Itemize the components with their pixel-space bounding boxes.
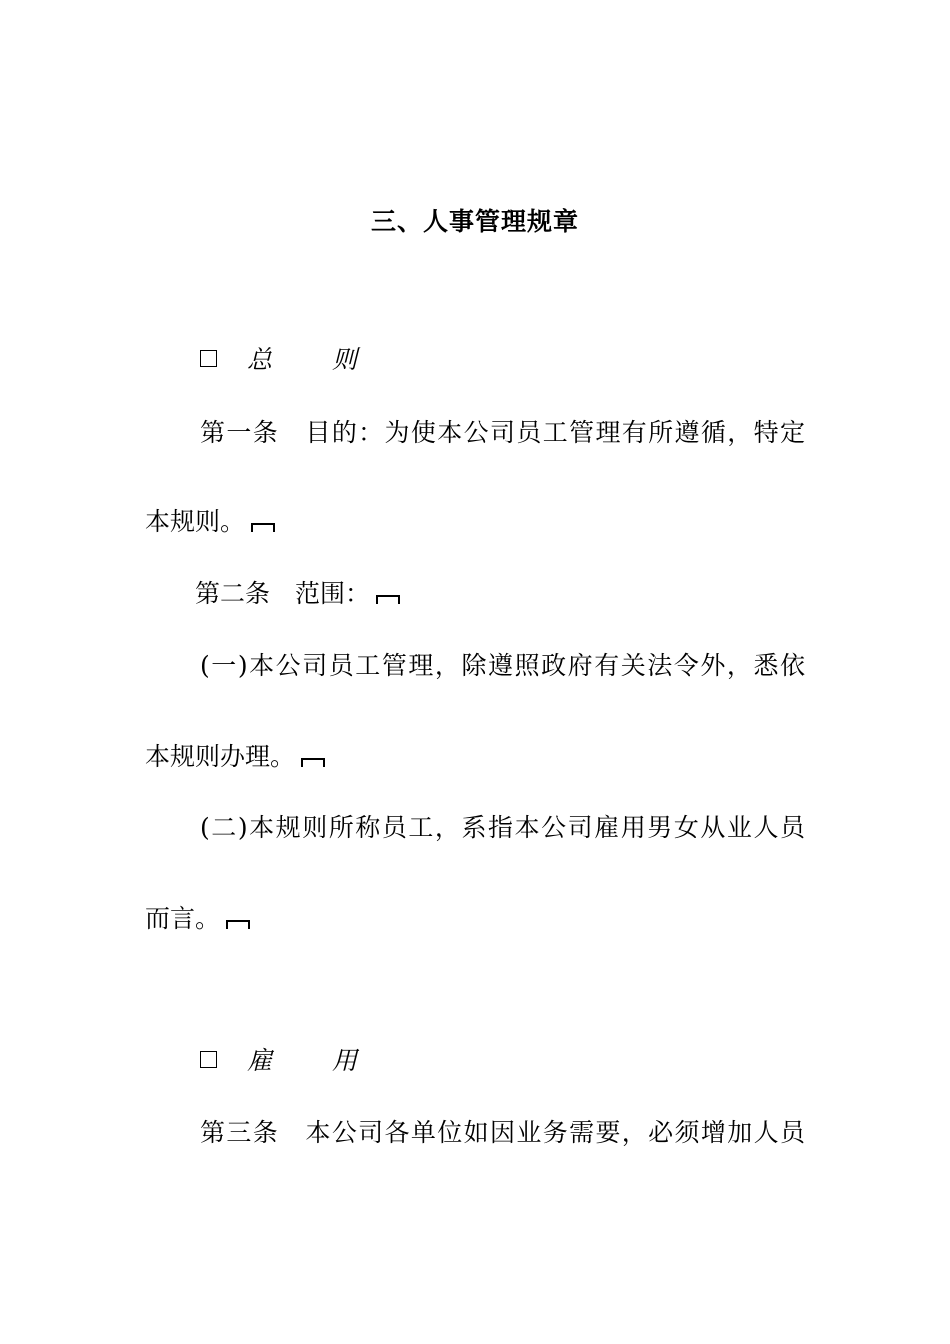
item-2-line-2: 而言。 xyxy=(145,903,250,935)
checkbox-icon xyxy=(200,1051,217,1068)
heading-char: 用 xyxy=(332,1046,358,1075)
checkbox-icon xyxy=(200,350,217,367)
article-3-line-1: 第三条 本公司各单位如因业务需要，必须增加人员 xyxy=(200,1118,805,1147)
article-2-line: 第二条 范围： xyxy=(195,578,400,610)
heading-char: 雇 xyxy=(247,1046,273,1075)
heading-char: 总 xyxy=(247,345,273,374)
article-1-line-1: 第一条 目的：为使本公司员工管理有所遵循，特定 xyxy=(200,418,805,447)
paragraph-mark-icon xyxy=(251,523,275,532)
item-1-line-2: 本规则办理。 xyxy=(145,741,325,773)
page-title: 三、人事管理规章 xyxy=(370,207,579,236)
article-1-line-2: 本规则。 xyxy=(145,506,275,538)
item-1-line-1: (一)本公司员工管理，除遵照政府有关法令外，悉依 xyxy=(200,651,805,680)
paragraph-mark-icon xyxy=(226,920,250,929)
section-heading-general xyxy=(200,344,357,376)
paragraph-mark-icon xyxy=(301,758,325,767)
paragraph-mark-icon xyxy=(376,595,400,604)
heading-char: 则 xyxy=(332,345,358,374)
item-2-line-1: (二)本规则所称员工，系指本公司雇用男女从业人员 xyxy=(200,813,805,842)
section-heading-employment xyxy=(200,1045,357,1077)
